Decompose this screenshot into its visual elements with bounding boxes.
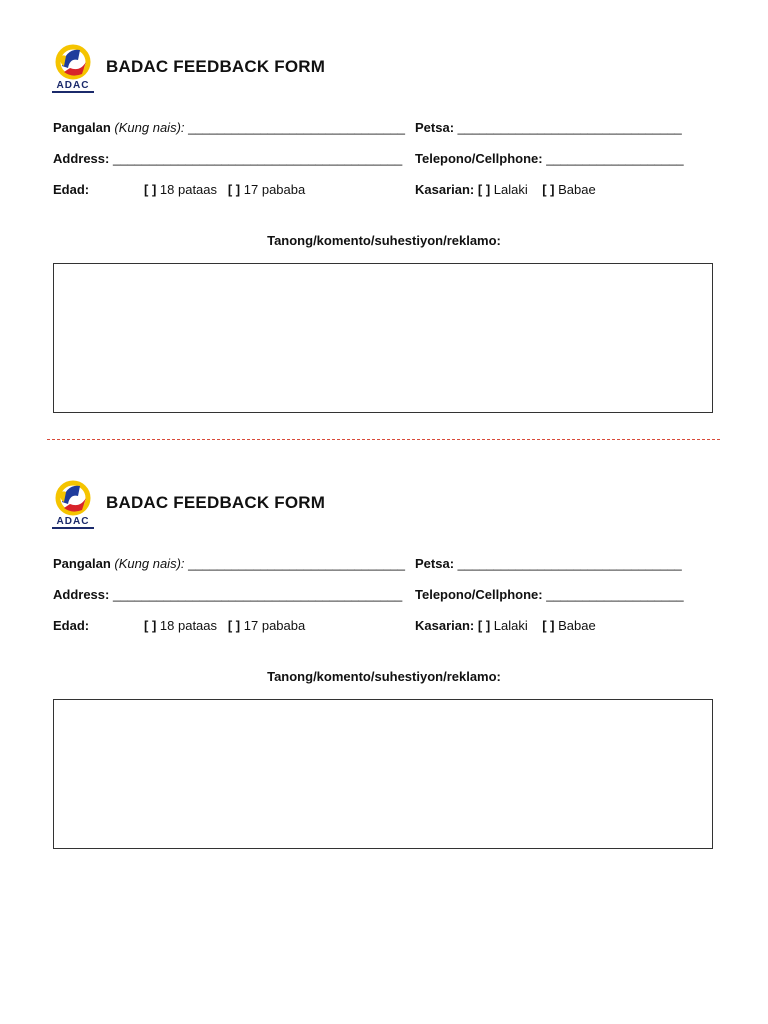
address-label: Address: — [53, 587, 110, 602]
address-line[interactable]: ________________________________________ — [112, 151, 403, 166]
age-option-18-up: 18 pataas — [159, 618, 218, 633]
gender-option-male: Lalaki — [493, 182, 528, 197]
gender-label: Kasarian: — [415, 182, 475, 197]
logo-text: ADAC — [56, 80, 90, 91]
date-field[interactable] — [415, 556, 682, 571]
age-option-18-up: 18 pataas — [159, 182, 218, 197]
date-field[interactable] — [415, 120, 682, 135]
adac-logo-icon — [52, 44, 94, 80]
age-option-17-down: 17 pababa — [243, 618, 306, 633]
name-hint: (Kung nais): — [114, 120, 185, 135]
logo-text: ADAC — [56, 516, 90, 527]
age-checkbox-17-down[interactable]: [ ] — [227, 182, 241, 197]
gender-field — [415, 618, 596, 633]
age-checkbox-18-up[interactable]: [ ] — [144, 182, 157, 197]
gender-checkbox-male[interactable]: [ ] — [477, 618, 491, 633]
gender-option-female: Babae — [558, 182, 596, 197]
address-label: Address: — [53, 151, 110, 166]
age-label: Edad: — [53, 182, 90, 197]
comment-question: Tanong/komento/suhestiyon/reklamo: — [267, 233, 501, 248]
date-label: Petsa: — [415, 120, 455, 135]
name-label: Pangalan — [53, 120, 111, 135]
gender-checkbox-female[interactable]: [ ] — [542, 618, 555, 633]
name-line[interactable]: ______________________________ — [188, 120, 406, 135]
name-label: Pangalan — [53, 556, 111, 571]
phone-label: Telepono/Cellphone: — [415, 151, 543, 166]
gender-option-male: Lalaki — [493, 618, 528, 633]
date-line[interactable]: _______________________________ — [457, 120, 682, 135]
address-line[interactable]: ________________________________________ — [112, 587, 403, 602]
age-options — [144, 618, 305, 633]
gender-label: Kasarian: — [415, 618, 475, 633]
feedback-form-bottom — [0, 436, 768, 836]
adac-logo — [52, 44, 94, 96]
adac-logo-icon — [52, 480, 94, 516]
gender-checkbox-female[interactable]: [ ] — [542, 182, 555, 197]
age-option-17-down: 17 pababa — [243, 182, 306, 197]
gender-option-female: Babae — [558, 618, 596, 633]
form-title: BADAC FEEDBACK FORM — [106, 493, 326, 512]
name-hint: (Kung nais): — [114, 556, 185, 571]
phone-line[interactable]: ___________________ — [546, 151, 684, 166]
age-checkbox-18-up[interactable]: [ ] — [144, 618, 157, 633]
age-options — [144, 182, 305, 197]
phone-label: Telepono/Cellphone: — [415, 587, 543, 602]
name-line[interactable]: ______________________________ — [188, 556, 406, 571]
logo-underline — [52, 527, 94, 529]
feedback-form-top — [0, 0, 768, 400]
comment-box[interactable] — [53, 699, 713, 849]
phone-field[interactable] — [415, 587, 684, 602]
age-label: Edad: — [53, 618, 90, 633]
adac-logo — [52, 480, 94, 532]
age-checkbox-17-down[interactable]: [ ] — [227, 618, 241, 633]
comment-box[interactable] — [53, 263, 713, 413]
logo-underline — [52, 91, 94, 93]
address-field[interactable] — [53, 151, 402, 166]
phone-line[interactable]: ___________________ — [546, 587, 684, 602]
address-field[interactable] — [53, 587, 402, 602]
date-label: Petsa: — [415, 556, 455, 571]
date-line[interactable]: _______________________________ — [457, 556, 682, 571]
form-title: BADAC FEEDBACK FORM — [106, 57, 326, 76]
name-field[interactable] — [53, 120, 405, 135]
gender-field — [415, 182, 596, 197]
comment-question: Tanong/komento/suhestiyon/reklamo: — [267, 669, 501, 684]
gender-checkbox-male[interactable]: [ ] — [477, 182, 491, 197]
name-field[interactable] — [53, 556, 405, 571]
phone-field[interactable] — [415, 151, 684, 166]
